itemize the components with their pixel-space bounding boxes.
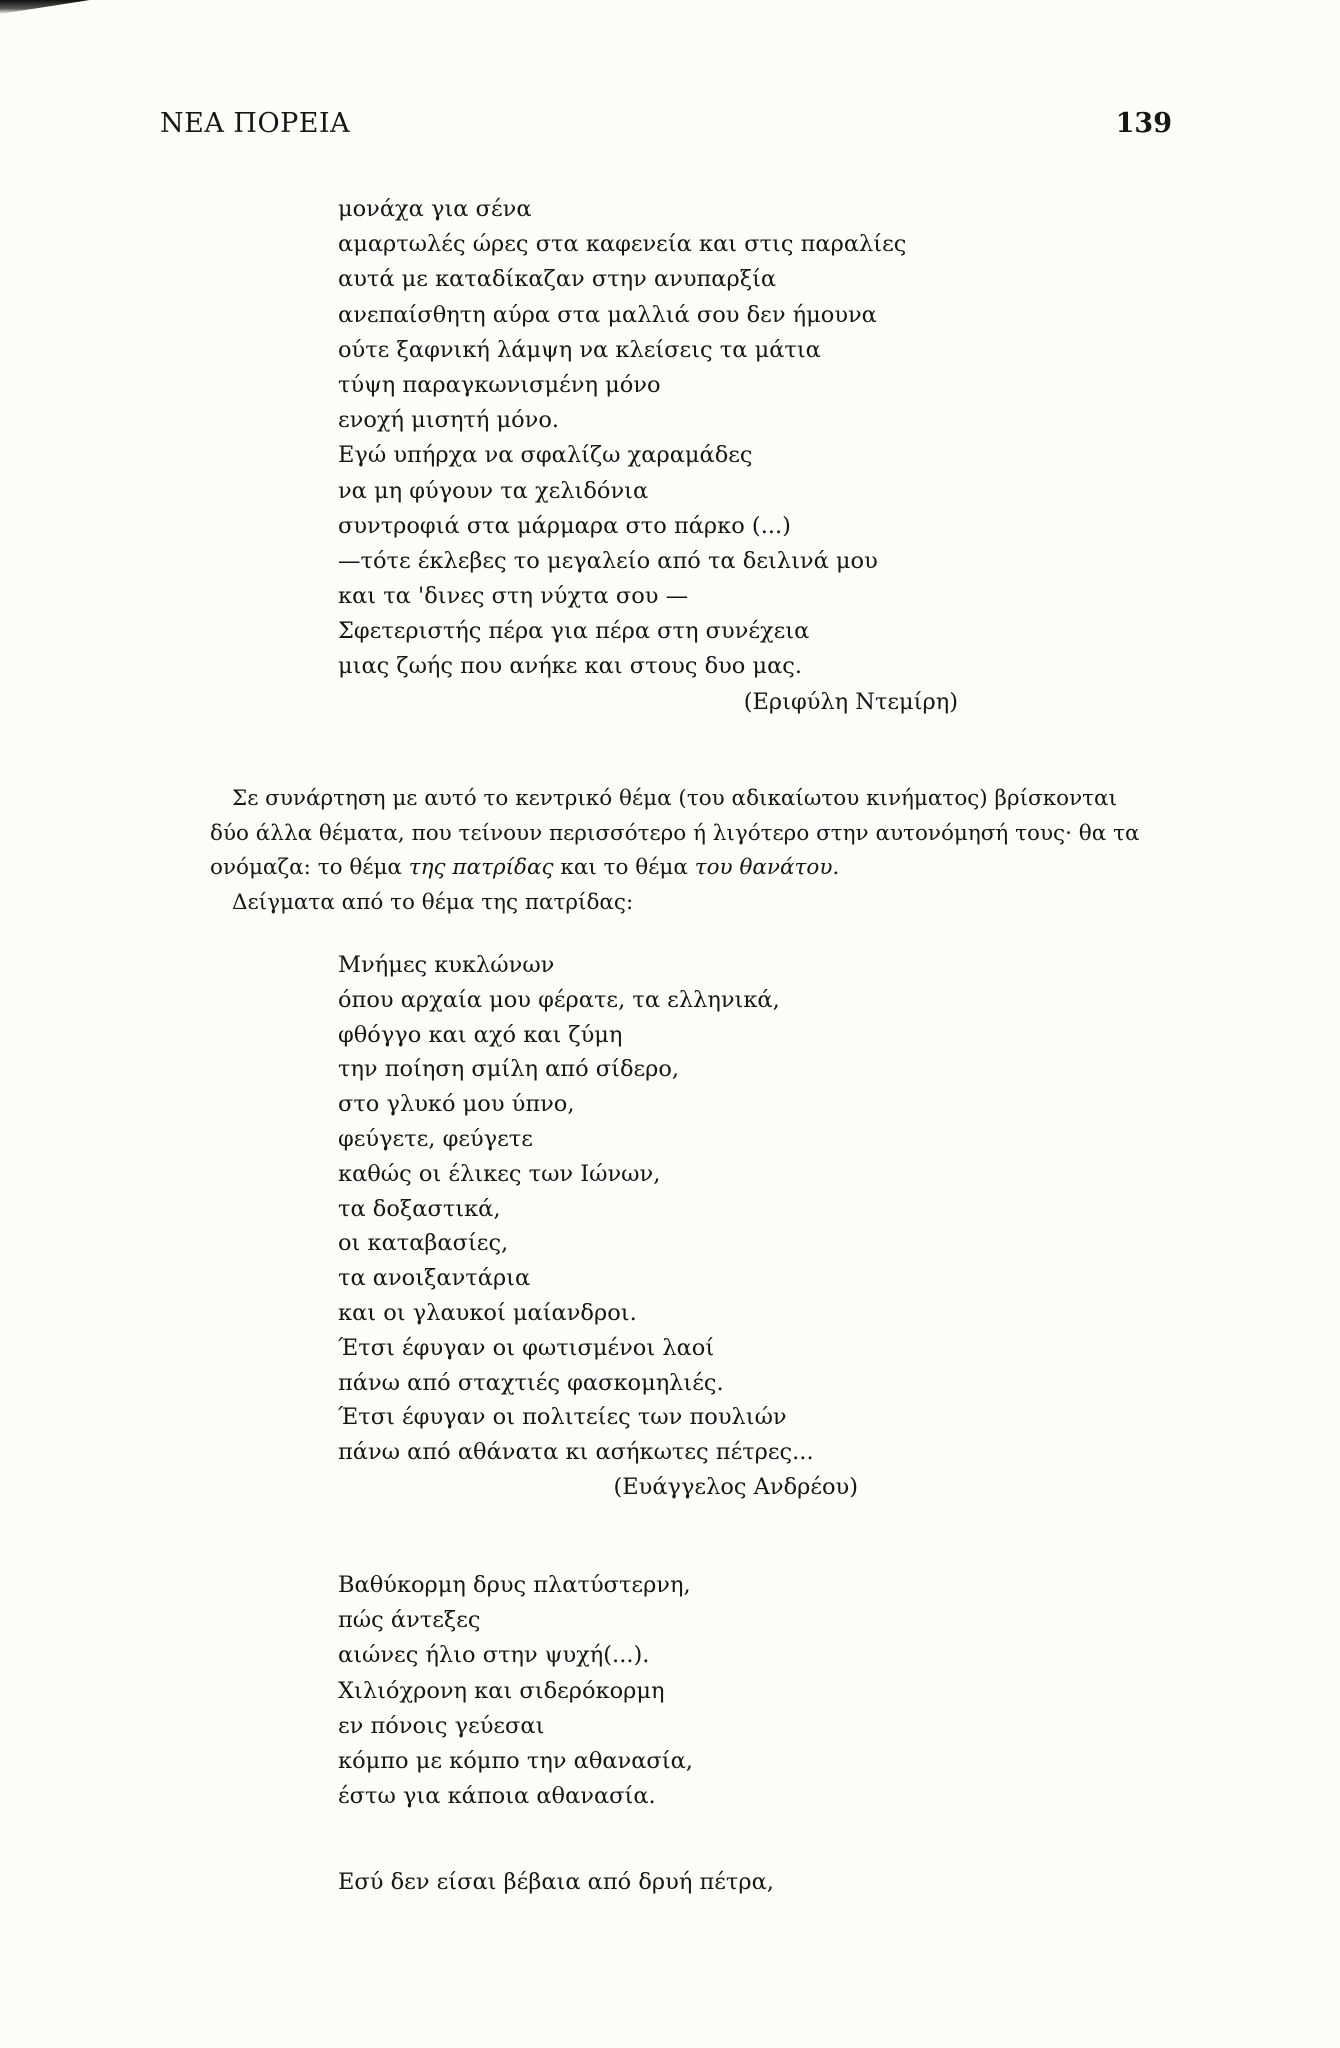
poem-line: τα δοξαστικά, [338,1195,501,1222]
poem-line: τα ανοιξαντάρια [338,1265,531,1292]
poem-attribution: (Ευάγγελος Ανδρέου) [613,1473,858,1500]
poem-line: έστω για κάποια αθανασία. [338,1783,656,1810]
poem-line: Βαθύκορμη δρυς πλατύστερνη, [338,1572,691,1598]
poem-line: Σφετεριστής πέρα για πέρα στη συνέχεια [338,618,810,645]
poem-line: πάνω από σταχτιές φασκομηλιές. [338,1369,724,1396]
page-header [160,108,1172,148]
poem-line: ούτε ξαφνική λάμψη να κλείσεις τα μάτια [338,336,821,363]
poem-line: τύψη παραγκωνισμένη μόνο [338,371,661,398]
poem-line: συντροφιά στα μάρμαρα στο πάρκο (...) [338,512,791,539]
emphasis-death: του θανάτου. [694,855,840,880]
poem-line: μονάχα για σένα [338,196,532,222]
poem-line: Εσύ δεν είσαι βέβαια από δρυή πέτρα, [338,1869,774,1895]
poem-line: Έτσι έφυγαν οι φωτισμένοι λαοί [338,1334,715,1361]
poem-line: όπου αρχαία μου φέρατε, τα ελληνικά, [338,986,780,1013]
poem-line: και οι γλαυκοί μαίανδροι. [338,1299,637,1326]
poem-line: να μη φύγουν τα χελιδόνια [338,477,649,504]
poem-fragment [338,1865,898,1900]
poem-line: καθώς οι έλικες των Ιώνων, [338,1160,661,1187]
poem-line: φθόγγο και αχό και ζύμη [338,1021,623,1048]
journal-title: ΝΕΑ ΠΟΡΕΙΑ [160,108,351,139]
poem-line: Μνήμες κυκλώνων [338,952,555,978]
page-number: 139 [1115,108,1172,139]
prose-text: ονόμαζα: το θέμα [210,855,409,880]
prose-text: και το θέμα [553,855,695,880]
poem-line: αμαρτωλές ώρες στα καφενεία και στις παραλίες [338,231,907,258]
poem-evangelos-andreou [338,948,858,1505]
prose-line: Σε συνάρτηση με αυτό το κεντρικό θέμα (του αδικαίωτου κινήματος) βρίσκονται [232,786,1117,811]
poem-line: μιας ζωής που ανήκε και στους δυο μας. [338,653,803,680]
poem-line: ενοχή μισητή μόνο. [338,407,560,434]
poem-line: Χιλιόχρονη και σιδερόκορμη [338,1677,665,1704]
poem-line: και τα 'δινες στη νύχτα σου — [338,583,689,610]
poem-line: την ποίηση σμίλη από σίδερο, [338,1056,680,1083]
poem-line: οι καταβασίες, [338,1230,509,1257]
poem-line: ανεπαίσθητη αύρα στα μαλλιά σου δεν ήμουνα [338,301,877,328]
prose-line: Δείγματα από το θέμα της πατρίδας: [232,889,634,915]
prose-paragraph [210,782,1175,920]
prose-line [210,851,1175,886]
poem-line: Έτσι έφυγαν οι πολιτείες των πουλιών [338,1404,787,1431]
poem-line: πάνω από αθάνατα κι ασήκωτες πέτρες... [338,1439,814,1466]
poem-oak [338,1568,858,1814]
poem-line: αυτά με καταδίκαζαν στην ανυπαρξία [338,266,777,293]
poem-line: στο γλυκό μου ύπνο, [338,1091,575,1118]
emphasis-homeland: της πατρίδας [408,855,554,880]
poem-attribution: (Εριφύλη Ντεμίρη) [743,688,958,715]
poem-line: πώς άντεξες [338,1607,481,1634]
poem-line: —τότε έκλεβες το μεγαλείο από τα δειλινά μου [338,547,878,574]
poem-line: εν πόνοις γεύεσαι [338,1712,545,1739]
poem-eriphyle-ntemiri [338,192,958,720]
poem-line: φεύγετε, φεύγετε [338,1125,533,1152]
scan-shadow [0,0,90,14]
poem-line: Εγώ υπήρχα να σφαλίζω χαραμάδες [338,442,753,469]
poem-line: κόμπο με κόμπο την αθανασία, [338,1747,693,1774]
prose-line: δύο άλλα θέματα, που τείνουν περισσότερο ή λιγότερο στην αυτονόμησή τους· θα τα [210,820,1140,846]
poem-line: αιώνες ήλιο στην ψυχή(...). [338,1642,650,1669]
